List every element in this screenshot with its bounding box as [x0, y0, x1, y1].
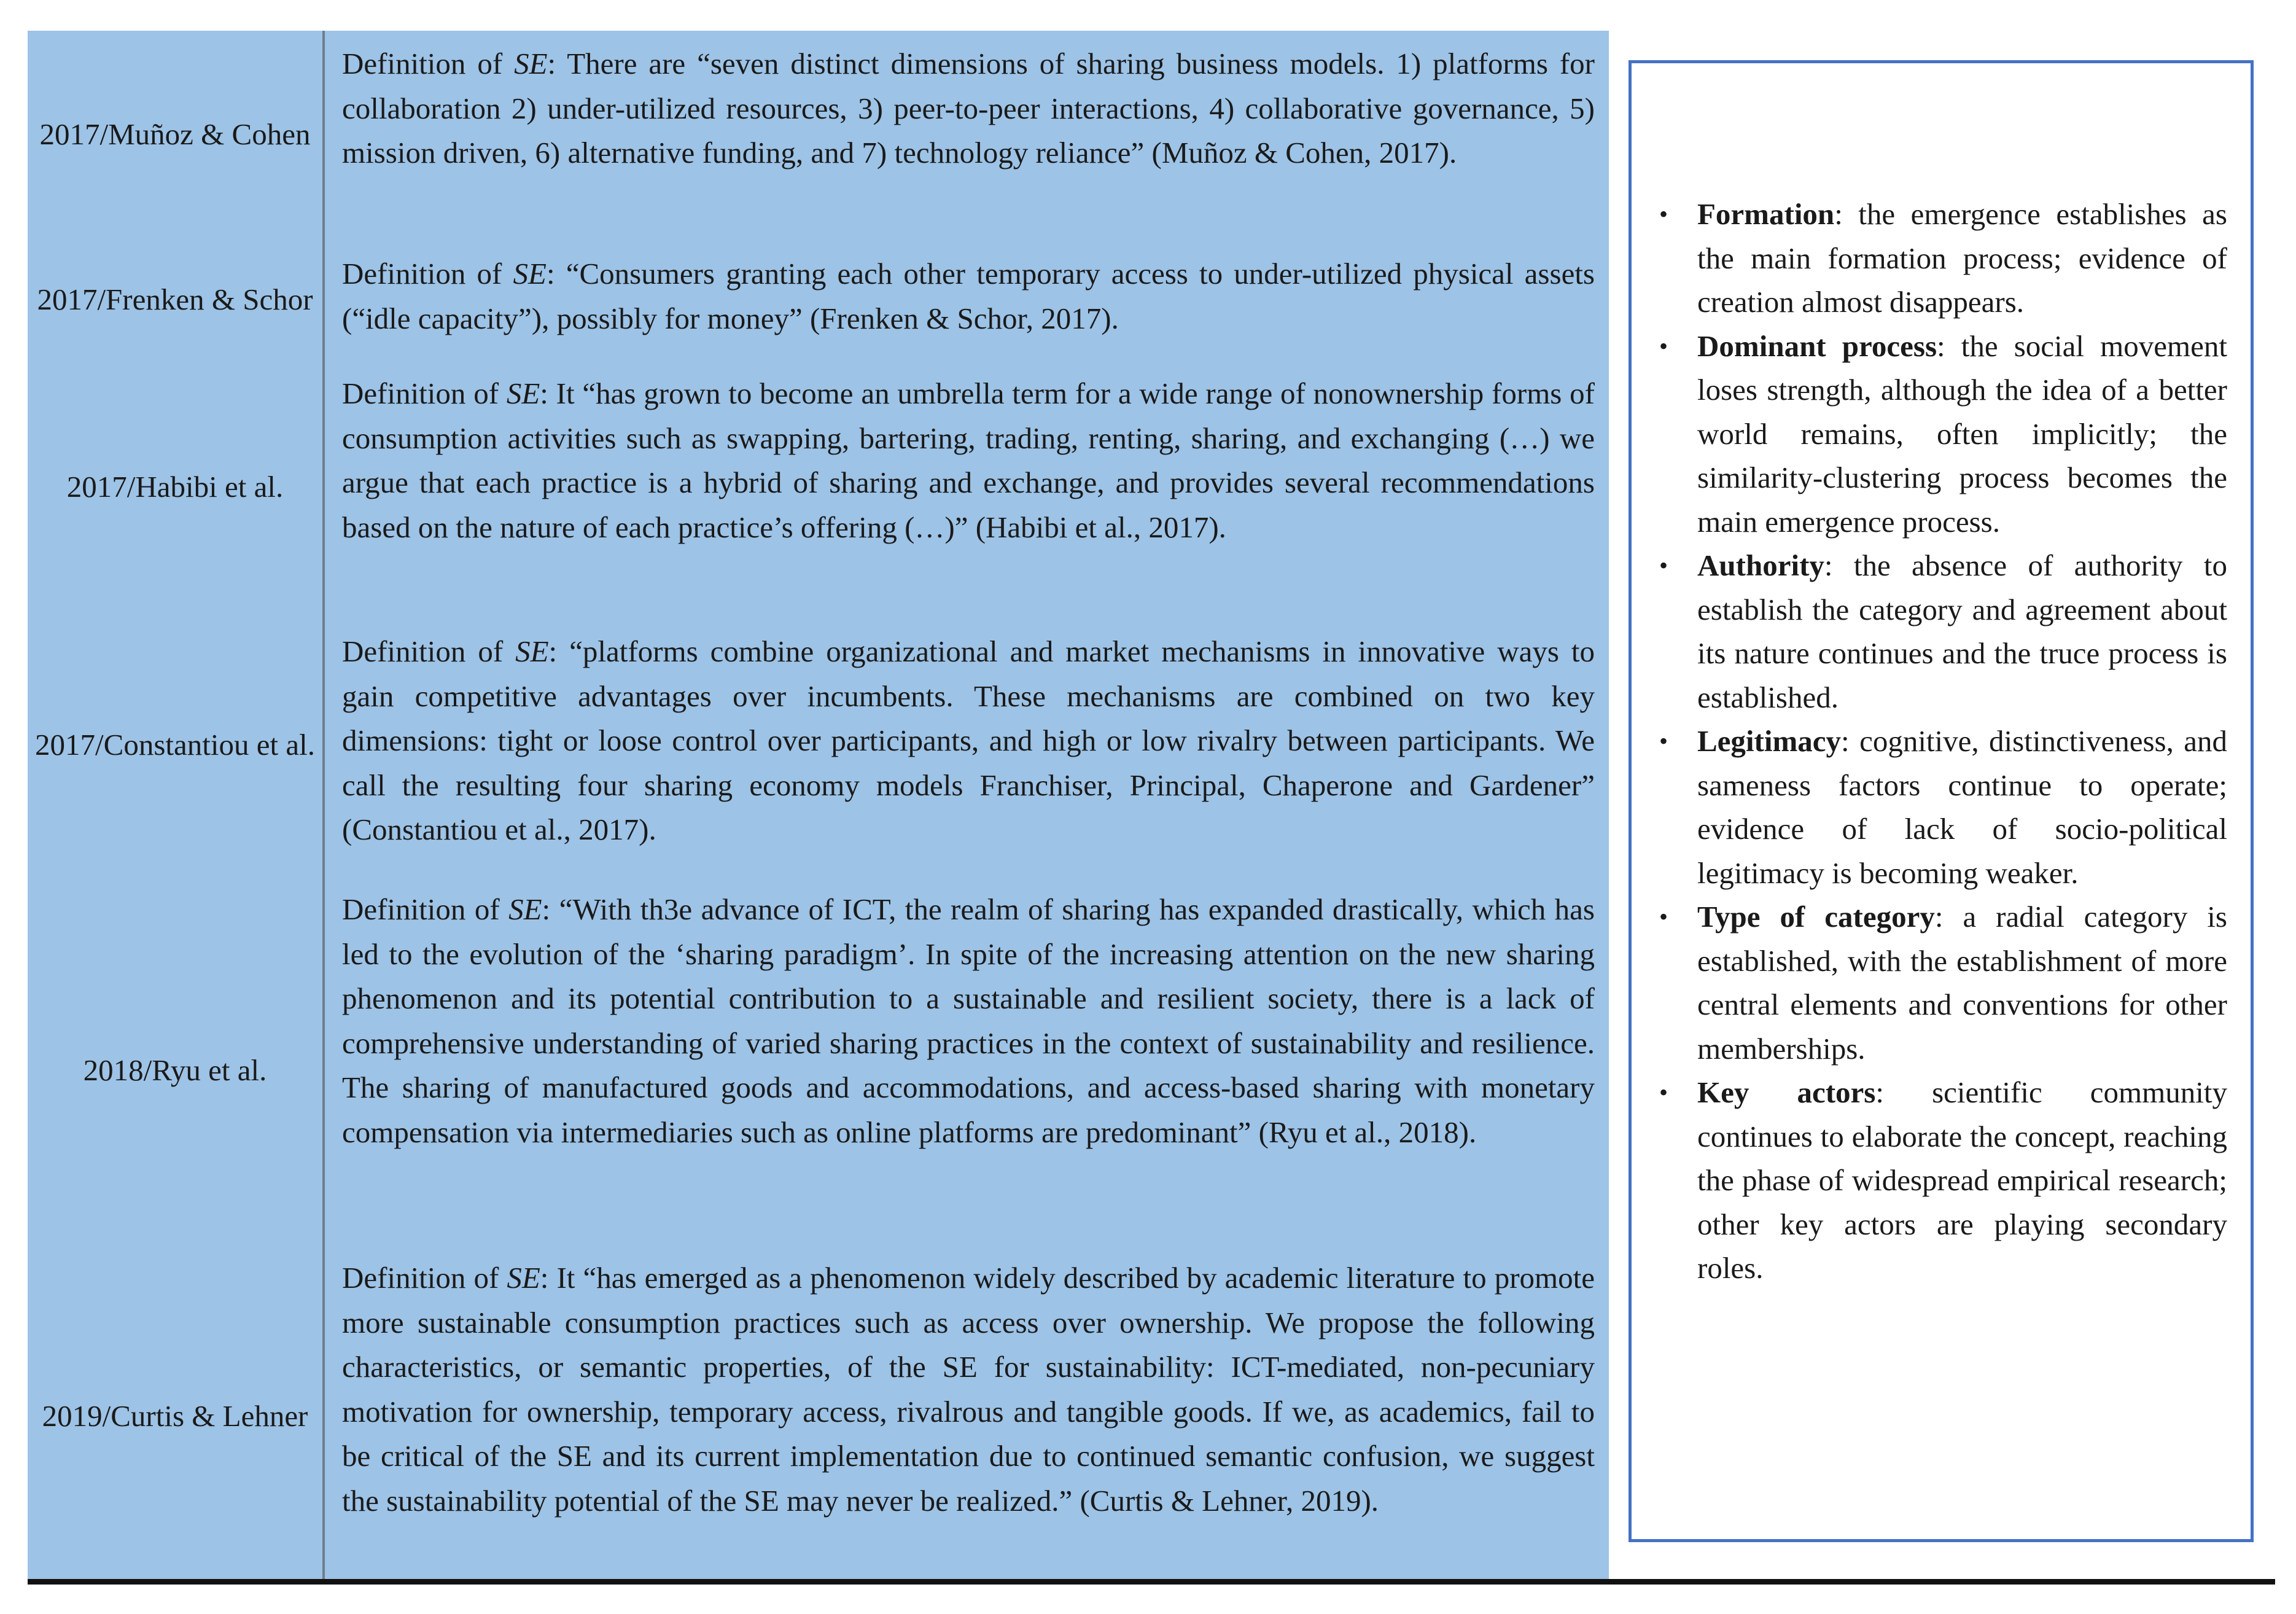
- summary-item: [1659, 1070, 2227, 1290]
- definition-text: : It “has grown to become an umbrella term for a wide range of nonownership forms of consumption activities such as swapping, bartering, trading, renting, sharing, and exchanging (…) we argue that each practice is a hybrid of sharing and exchange, and provides several recommendations based on the nature of each practice’s offering (…)” (Habibi et al., 2017).: [342, 376, 1595, 544]
- summary-label: Key actors: [1697, 1075, 1876, 1109]
- year-author-cell: 2017/Muñoz & Cohen: [39, 117, 311, 151]
- table-row: [28, 42, 1609, 226]
- definition-cell: [342, 887, 1595, 1155]
- definition-cell: [342, 372, 1595, 550]
- summary-item: [1659, 895, 2227, 1070]
- definition-text: : There are “seven distinct dimensions of sharing business models. 1) platforms for collaboration 2) under-utilized resources, 3) peer-to-peer interactions, 4) collaborative governance, 5) mission driven, 6) alternative funding, and 7) technology reliance” (Muñoz & Cohen, 2017).: [342, 47, 1595, 170]
- summary-text: : the absence of authority to establish the category and agreement about its nature continues and the truce process is established.: [1697, 548, 2227, 714]
- definition-prefix: Definition of: [342, 1261, 507, 1295]
- summary-text: : the social movement loses strength, although the idea of a better world remains, often implicitly; the similarity-clustering process becomes the main emergence process.: [1697, 329, 2227, 539]
- definition-prefix: Definition of: [342, 376, 507, 410]
- definition-term: SE: [508, 892, 542, 926]
- summary-label: Type of category: [1697, 900, 1935, 934]
- definition-prefix: Definition of: [342, 47, 515, 80]
- definition-prefix: Definition of: [342, 634, 516, 668]
- summary-label: Dominant process: [1697, 329, 1937, 363]
- summary-list: [1659, 192, 2227, 1290]
- summary-item: [1659, 324, 2227, 544]
- year-author-cell: 2017/Constantiou et al.: [35, 728, 315, 762]
- definition-term: SE: [515, 634, 549, 668]
- table-row: [28, 630, 1609, 860]
- year-author-cell: 2018/Ryu et al.: [83, 1053, 267, 1087]
- definition-term: SE: [513, 257, 547, 290]
- table-row: [28, 887, 1609, 1253]
- bullet-icon: •: [1659, 1078, 1668, 1106]
- definition-prefix: Definition of: [342, 892, 509, 926]
- definition-text: : “With th3e advance of ICT, the realm of sharing has expanded drastically, which has led to the evolution of the ‘sharing paradigm’. In spite of the increasing attention on the new sharing phenomenon and its potential contribution to a sustainable and resilient society, there is a lack of comprehensive understanding of varied sharing practices in the context of sustainability and resilience. The sharing of manufactured goods and accommodations, and access-based sharing with monetary compensation via intermediaries such as online platforms are predominant” (Ryu et al., 2018).: [342, 892, 1595, 1149]
- definition-text: : “Consumers granting each other temporary access to under-utilized physical assets (“idle capacity”), possibly for money” (Frenken & Schor, 2017).: [342, 257, 1595, 335]
- definition-cell: [342, 252, 1595, 341]
- summary-text: : a radial category is established, with the establishment of more central elements and conventions for other memberships.: [1697, 900, 2227, 1066]
- definition-prefix: Definition of: [342, 257, 513, 290]
- summary-box: [1629, 60, 2254, 1542]
- definition-text: : It “has emerged as a phenomenon widely described by academic literature to promote more sustainable consumption practices such as access over ownership. We propose the following characteristics, or semantic properties, of the SE for sustainability: ICT-mediated, non-pecuniary motivation for ownership, temporary access, rivalrous and tangible goods. If we, as academics, fail to be critical of the SE and its current implementation due to continued semantic confusion, we suggest the sustainability potential of the SE may never be realized.” (Curtis & Lehner, 2019).: [342, 1261, 1595, 1518]
- bullet-icon: •: [1659, 332, 1668, 360]
- bullet-icon: •: [1659, 200, 1668, 228]
- year-author-cell: 2019/Curtis & Lehner: [42, 1398, 308, 1433]
- definition-cell: [342, 42, 1595, 176]
- summary-label: Formation: [1697, 197, 1835, 231]
- definition-term: SE: [507, 1261, 540, 1295]
- summary-text: : the emergence establishes as the main formation process; evidence of creation almost disappears.: [1697, 197, 2227, 319]
- summary-text: : cognitive, distinctiveness, and sameness factors continue to operate; evidence of lack of socio-political legitimacy is becoming weaker.: [1697, 724, 2227, 890]
- summary-item: [1659, 719, 2227, 895]
- summary-label: Legitimacy: [1697, 724, 1842, 758]
- definition-cell: [342, 1256, 1595, 1523]
- definition-text: : “platforms combine organizational and market mechanisms in innovative ways to gain competitive advantages over incumbents. These mechanisms are combined on two key dimensions: tight or loose control over participants, and high or low rivalry between participants. We call the resulting four sharing economy models Franchiser, Principal, Chaperone and Gardener” (Constantiou et al., 2017).: [342, 634, 1595, 846]
- bullet-icon: •: [1659, 903, 1668, 930]
- table-row: [28, 252, 1609, 347]
- summary-item: [1659, 192, 2227, 324]
- table-bottom-rule: [28, 1579, 2275, 1585]
- bullet-icon: •: [1659, 552, 1668, 579]
- table-row: [28, 372, 1609, 602]
- definition-term: SE: [514, 47, 548, 80]
- summary-text: : scientific community continues to elaborate the concept, reaching the phase of widespread empirical research; other key actors are playing secondary roles.: [1697, 1075, 2228, 1285]
- summary-label: Authority: [1697, 548, 1824, 582]
- definition-cell: [342, 630, 1595, 852]
- year-author-cell: 2017/Habibi et al.: [66, 470, 284, 504]
- year-author-cell: 2017/Frenken & Schor: [37, 283, 313, 316]
- table-row: [28, 1256, 1609, 1575]
- definition-term: SE: [506, 376, 540, 410]
- bullet-icon: •: [1659, 727, 1668, 755]
- summary-item: [1659, 544, 2227, 719]
